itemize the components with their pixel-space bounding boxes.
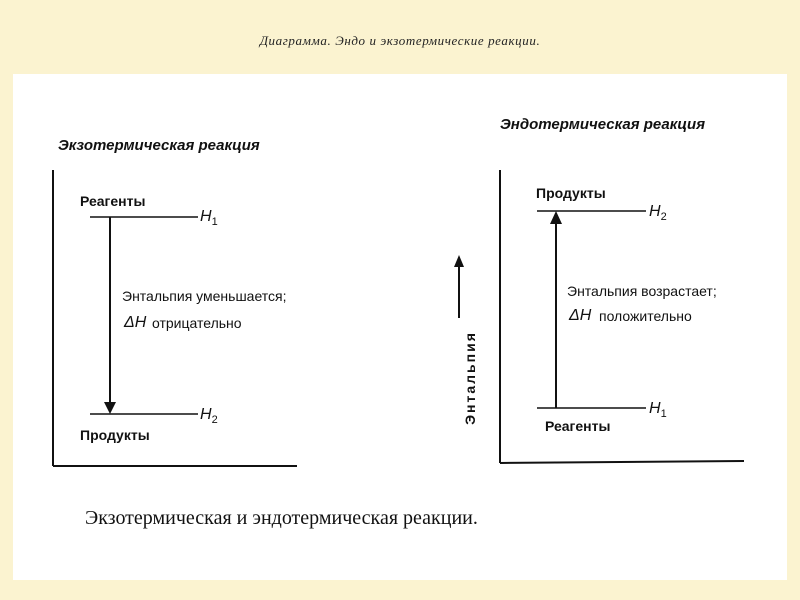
exo-delta-h: ΔH bbox=[124, 314, 147, 331]
endo-h1-label: $H_1$ bbox=[649, 400, 667, 421]
exo-h2-label: $H_2$ bbox=[200, 406, 218, 427]
enthalpy-axis-arrowhead bbox=[454, 255, 464, 267]
exo-description-line1: Энтальпия уменьшается; bbox=[122, 288, 287, 304]
exo-arrowhead bbox=[104, 402, 116, 414]
endo-delta-h: ΔH bbox=[569, 307, 592, 324]
figure-caption: Экзотермическая и эндотермическая реакции. bbox=[85, 507, 478, 529]
endo-h2-label: $H_2$ bbox=[649, 203, 667, 224]
endo-description-line1: Энтальпия возрастает; bbox=[567, 283, 717, 299]
exo-reactants-label: Реагенты bbox=[80, 193, 146, 209]
endo-reactants-label: Реагенты bbox=[545, 418, 611, 434]
exo-products-label: Продукты bbox=[80, 427, 150, 443]
endo-x-axis bbox=[500, 461, 744, 463]
endo-arrowhead bbox=[550, 211, 562, 224]
exo-h1-label: $H_1$ bbox=[200, 208, 218, 229]
page-title: Диаграмма. Эндо и экзотермические реакции. bbox=[259, 33, 541, 48]
endo-products-label: Продукты bbox=[536, 185, 606, 201]
endo-description-line2: положительно bbox=[599, 308, 692, 324]
enthalpy-axis-label: Энтальпия bbox=[462, 331, 478, 425]
endo-heading: Эндотермическая реакция bbox=[500, 116, 706, 133]
exo-description-line2: отрицательно bbox=[152, 315, 242, 331]
exo-heading: Экзотермическая реакция bbox=[58, 137, 260, 154]
